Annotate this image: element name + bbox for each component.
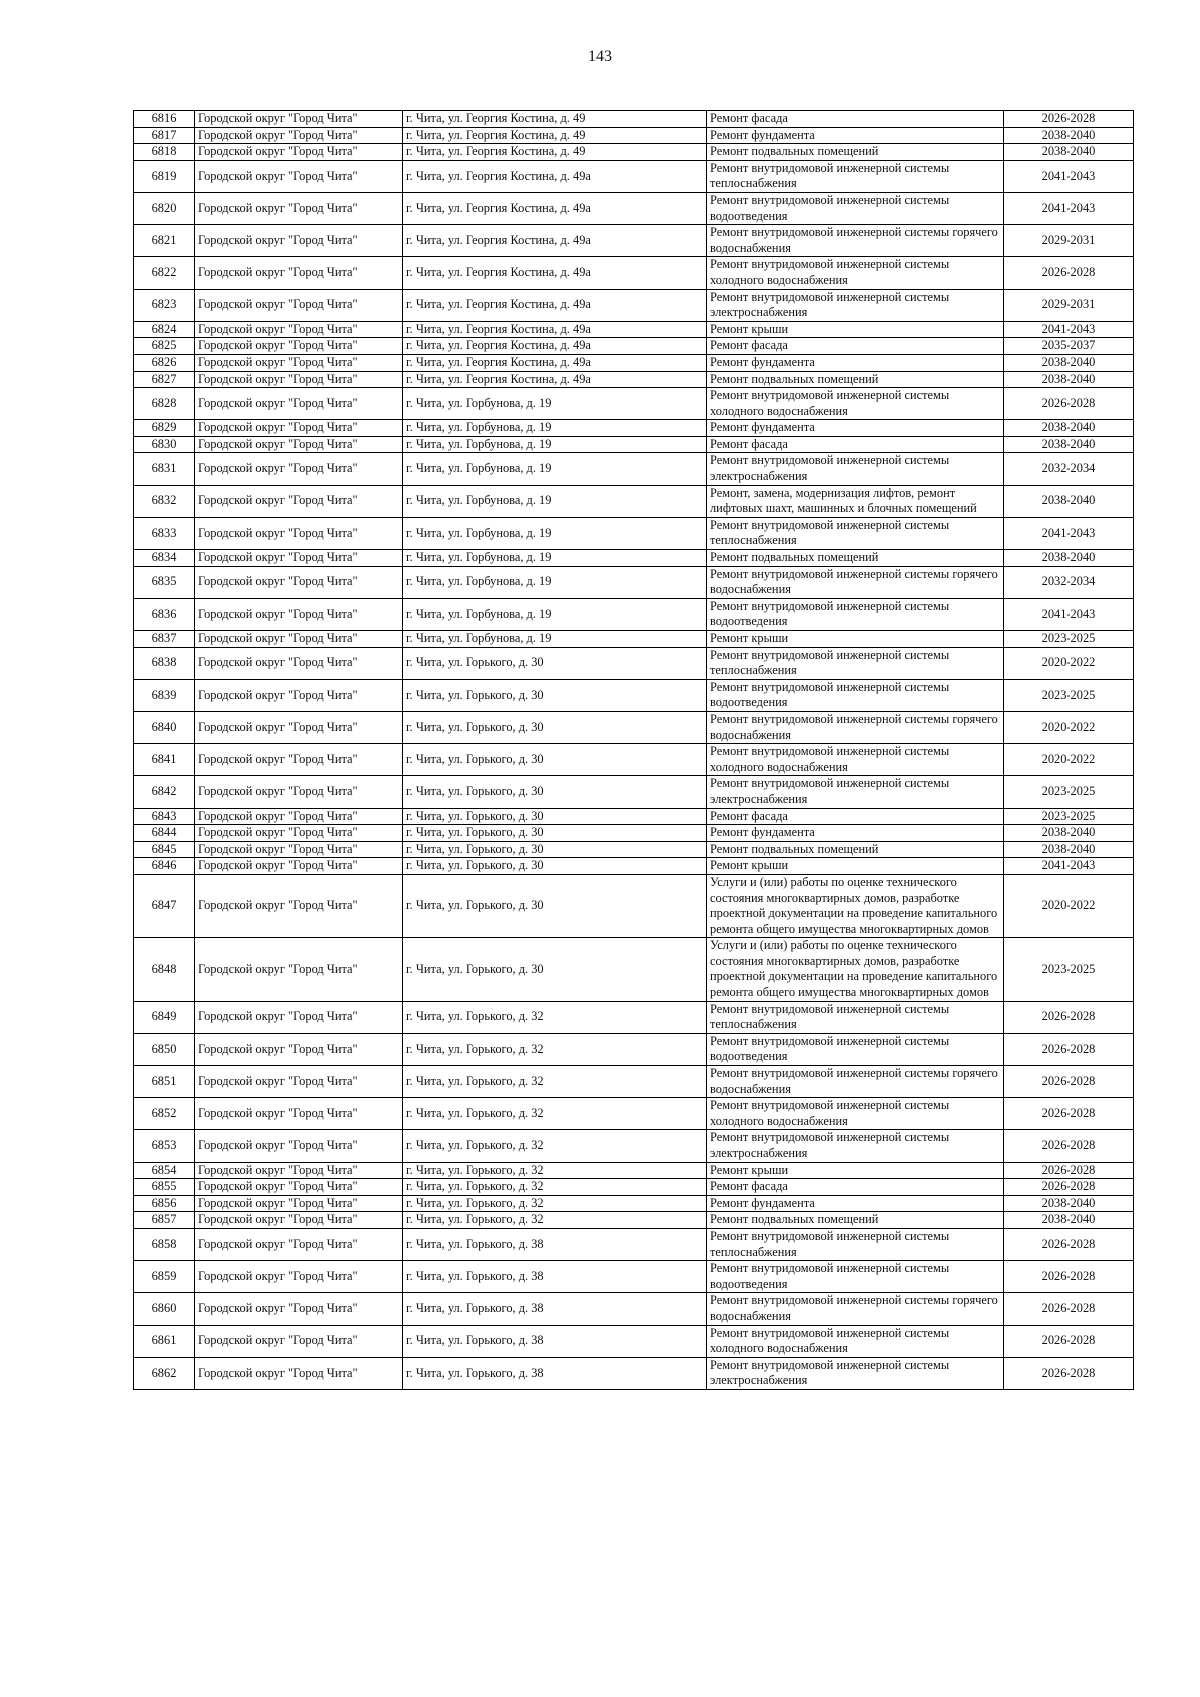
row-number-cell: 6841 [134, 744, 195, 776]
table-row [134, 858, 1134, 875]
address-cell: г. Чита, ул. Горького, д. 30 [403, 825, 707, 842]
work-type-cell: Ремонт внутридомовой инженерной системы горячего водоснабжения [707, 566, 1004, 598]
address-cell: г. Чита, ул. Георгия Костина, д. 49а [403, 338, 707, 355]
work-type-cell: Ремонт крыши [707, 858, 1004, 875]
period-cell: 2038-2040 [1004, 1195, 1134, 1212]
work-type-cell: Ремонт подвальных помещений [707, 144, 1004, 161]
municipality-cell: Городской округ "Город Чита" [195, 1179, 403, 1196]
municipality-cell: Городской округ "Город Чита" [195, 647, 403, 679]
work-type-cell: Ремонт, замена, модернизация лифтов, ремонт лифтовых шахт, машинных и блочных помещений [707, 485, 1004, 517]
row-number-cell: 6857 [134, 1212, 195, 1229]
table-row [134, 776, 1134, 808]
period-cell: 2026-2028 [1004, 1357, 1134, 1389]
address-cell: г. Чита, ул. Георгия Костина, д. 49а [403, 321, 707, 338]
work-type-cell: Ремонт фундамента [707, 354, 1004, 371]
address-cell: г. Чита, ул. Горького, д. 32 [403, 1130, 707, 1162]
address-cell: г. Чита, ул. Георгия Костина, д. 49а [403, 371, 707, 388]
address-cell: г. Чита, ул. Горбунова, д. 19 [403, 631, 707, 648]
municipality-cell: Городской округ "Город Чита" [195, 517, 403, 549]
work-type-cell: Ремонт крыши [707, 321, 1004, 338]
municipality-cell: Городской округ "Город Чита" [195, 938, 403, 1001]
work-type-cell: Ремонт внутридомовой инженерной системы теплоснабжения [707, 160, 1004, 192]
period-cell: 2038-2040 [1004, 550, 1134, 567]
municipality-cell: Городской округ "Город Чита" [195, 598, 403, 630]
row-number-cell: 6840 [134, 711, 195, 743]
address-cell: г. Чита, ул. Георгия Костина, д. 49а [403, 192, 707, 224]
work-type-cell: Ремонт внутридомовой инженерной системы водоотведения [707, 679, 1004, 711]
work-type-cell: Ремонт внутридомовой инженерной системы холодного водоснабжения [707, 1098, 1004, 1130]
row-number-cell: 6820 [134, 192, 195, 224]
municipality-cell: Городской округ "Город Чита" [195, 338, 403, 355]
work-type-cell: Ремонт подвальных помещений [707, 1212, 1004, 1229]
address-cell: г. Чита, ул. Горбунова, д. 19 [403, 566, 707, 598]
municipality-cell: Городской округ "Город Чита" [195, 420, 403, 437]
municipality-cell: Городской округ "Город Чита" [195, 160, 403, 192]
work-type-cell: Ремонт фасада [707, 436, 1004, 453]
work-type-cell: Услуги и (или) работы по оценке технического состояния многоквартирных домов, разработке проектной документации на проведение капитального ремонта общего имущества многоквартирных домов [707, 874, 1004, 937]
period-cell: 2041-2043 [1004, 858, 1134, 875]
period-cell: 2026-2028 [1004, 388, 1134, 420]
table-row [134, 1001, 1134, 1033]
municipality-cell: Городской округ "Город Чита" [195, 1212, 403, 1229]
row-number-cell: 6842 [134, 776, 195, 808]
period-cell: 2020-2022 [1004, 874, 1134, 937]
municipality-cell: Городской округ "Город Чита" [195, 744, 403, 776]
work-type-cell: Ремонт фасада [707, 111, 1004, 128]
work-type-cell: Ремонт крыши [707, 631, 1004, 648]
municipality-cell: Городской округ "Город Чита" [195, 127, 403, 144]
table-row [134, 192, 1134, 224]
table-row [134, 566, 1134, 598]
row-number-cell: 6831 [134, 453, 195, 485]
period-cell: 2026-2028 [1004, 1325, 1134, 1357]
work-type-cell: Ремонт внутридомовой инженерной системы холодного водоснабжения [707, 1325, 1004, 1357]
period-cell: 2020-2022 [1004, 647, 1134, 679]
period-cell: 2038-2040 [1004, 841, 1134, 858]
table-body [134, 111, 1134, 1390]
table-row [134, 225, 1134, 257]
table-row [134, 550, 1134, 567]
row-number-cell: 6828 [134, 388, 195, 420]
row-number-cell: 6849 [134, 1001, 195, 1033]
address-cell: г. Чита, ул. Георгия Костина, д. 49а [403, 225, 707, 257]
period-cell: 2026-2028 [1004, 1228, 1134, 1260]
table-row [134, 144, 1134, 161]
address-cell: г. Чита, ул. Горького, д. 30 [403, 776, 707, 808]
address-cell: г. Чита, ул. Горького, д. 32 [403, 1066, 707, 1098]
address-cell: г. Чита, ул. Горбунова, д. 19 [403, 550, 707, 567]
row-number-cell: 6839 [134, 679, 195, 711]
work-type-cell: Ремонт внутридомовой инженерной системы горячего водоснабжения [707, 225, 1004, 257]
period-cell: 2023-2025 [1004, 679, 1134, 711]
table-row [134, 1325, 1134, 1357]
table-row [134, 1195, 1134, 1212]
address-cell: г. Чита, ул. Горбунова, д. 19 [403, 436, 707, 453]
municipality-cell: Городской округ "Город Чита" [195, 388, 403, 420]
period-cell: 2038-2040 [1004, 825, 1134, 842]
table-row [134, 436, 1134, 453]
period-cell: 2038-2040 [1004, 436, 1134, 453]
row-number-cell: 6854 [134, 1162, 195, 1179]
address-cell: г. Чита, ул. Горького, д. 32 [403, 1212, 707, 1229]
municipality-cell: Городской округ "Город Чита" [195, 1001, 403, 1033]
page-number: 143 [588, 48, 612, 65]
row-number-cell: 6859 [134, 1261, 195, 1293]
period-cell: 2026-2028 [1004, 1293, 1134, 1325]
work-type-cell: Ремонт внутридомовой инженерной системы водоотведения [707, 1261, 1004, 1293]
row-number-cell: 6850 [134, 1033, 195, 1065]
address-cell: г. Чита, ул. Горбунова, д. 19 [403, 420, 707, 437]
work-type-cell: Ремонт фасада [707, 338, 1004, 355]
work-type-cell: Ремонт внутридомовой инженерной системы теплоснабжения [707, 647, 1004, 679]
table-row [134, 420, 1134, 437]
address-cell: г. Чита, ул. Горького, д. 30 [403, 808, 707, 825]
address-cell: г. Чита, ул. Георгия Костина, д. 49а [403, 354, 707, 371]
row-number-cell: 6847 [134, 874, 195, 937]
address-cell: г. Чита, ул. Горького, д. 32 [403, 1162, 707, 1179]
address-cell: г. Чита, ул. Горького, д. 38 [403, 1357, 707, 1389]
period-cell: 2026-2028 [1004, 1162, 1134, 1179]
address-cell: г. Чита, ул. Георгия Костина, д. 49 [403, 144, 707, 161]
row-number-cell: 6837 [134, 631, 195, 648]
row-number-cell: 6817 [134, 127, 195, 144]
period-cell: 2038-2040 [1004, 127, 1134, 144]
address-cell: г. Чита, ул. Горького, д. 30 [403, 841, 707, 858]
work-type-cell: Ремонт внутридомовой инженерной системы холодного водоснабжения [707, 388, 1004, 420]
work-type-cell: Ремонт внутридомовой инженерной системы теплоснабжения [707, 1001, 1004, 1033]
work-type-cell: Ремонт внутридомовой инженерной системы теплоснабжения [707, 517, 1004, 549]
period-cell: 2041-2043 [1004, 192, 1134, 224]
municipality-cell: Городской округ "Город Чита" [195, 371, 403, 388]
municipality-cell: Городской округ "Город Чита" [195, 436, 403, 453]
municipality-cell: Городской округ "Город Чита" [195, 1195, 403, 1212]
table-row [134, 127, 1134, 144]
table-row [134, 160, 1134, 192]
municipality-cell: Городской округ "Город Чита" [195, 1066, 403, 1098]
municipality-cell: Городской округ "Город Чита" [195, 257, 403, 289]
period-cell: 2026-2028 [1004, 1066, 1134, 1098]
period-cell: 2026-2028 [1004, 1033, 1134, 1065]
row-number-cell: 6846 [134, 858, 195, 875]
address-cell: г. Чита, ул. Горького, д. 30 [403, 679, 707, 711]
table-row [134, 485, 1134, 517]
address-cell: г. Чита, ул. Горького, д. 30 [403, 938, 707, 1001]
work-type-cell: Ремонт подвальных помещений [707, 841, 1004, 858]
address-cell: г. Чита, ул. Горбунова, д. 19 [403, 517, 707, 549]
row-number-cell: 6834 [134, 550, 195, 567]
period-cell: 2038-2040 [1004, 1212, 1134, 1229]
row-number-cell: 6852 [134, 1098, 195, 1130]
work-type-cell: Ремонт фасада [707, 808, 1004, 825]
municipality-cell: Городской округ "Город Чита" [195, 354, 403, 371]
work-type-cell: Ремонт фундамента [707, 127, 1004, 144]
table-row [134, 1098, 1134, 1130]
work-type-cell: Ремонт подвальных помещений [707, 371, 1004, 388]
table-row [134, 841, 1134, 858]
row-number-cell: 6826 [134, 354, 195, 371]
row-number-cell: 6816 [134, 111, 195, 128]
period-cell: 2020-2022 [1004, 744, 1134, 776]
table-row [134, 338, 1134, 355]
work-type-cell: Ремонт внутридомовой инженерной системы водоотведения [707, 1033, 1004, 1065]
table-row [134, 1357, 1134, 1389]
work-type-cell: Ремонт внутридомовой инженерной системы электроснабжения [707, 453, 1004, 485]
period-cell: 2035-2037 [1004, 338, 1134, 355]
municipality-cell: Городской округ "Город Чита" [195, 566, 403, 598]
table-row [134, 1162, 1134, 1179]
address-cell: г. Чита, ул. Горького, д. 32 [403, 1098, 707, 1130]
municipality-cell: Городской округ "Город Чита" [195, 485, 403, 517]
municipality-cell: Городской округ "Город Чита" [195, 289, 403, 321]
period-cell: 2026-2028 [1004, 257, 1134, 289]
table-row [134, 388, 1134, 420]
table-row [134, 1066, 1134, 1098]
row-number-cell: 6832 [134, 485, 195, 517]
municipality-cell: Городской округ "Город Чита" [195, 776, 403, 808]
row-number-cell: 6845 [134, 841, 195, 858]
work-type-cell: Ремонт фасада [707, 1179, 1004, 1196]
period-cell: 2038-2040 [1004, 354, 1134, 371]
work-type-cell: Ремонт внутридомовой инженерной системы горячего водоснабжения [707, 711, 1004, 743]
period-cell: 2026-2028 [1004, 1130, 1134, 1162]
row-number-cell: 6858 [134, 1228, 195, 1260]
row-number-cell: 6833 [134, 517, 195, 549]
address-cell: г. Чита, ул. Горького, д. 38 [403, 1325, 707, 1357]
address-cell: г. Чита, ул. Горбунова, д. 19 [403, 453, 707, 485]
period-cell: 2023-2025 [1004, 631, 1134, 648]
period-cell: 2041-2043 [1004, 160, 1134, 192]
table-row [134, 631, 1134, 648]
table-row [134, 354, 1134, 371]
address-cell: г. Чита, ул. Горького, д. 38 [403, 1228, 707, 1260]
table-row [134, 825, 1134, 842]
municipality-cell: Городской округ "Город Чита" [195, 144, 403, 161]
period-cell: 2026-2028 [1004, 1001, 1134, 1033]
work-type-cell: Ремонт подвальных помещений [707, 550, 1004, 567]
period-cell: 2023-2025 [1004, 938, 1134, 1001]
work-type-cell: Ремонт внутридомовой инженерной системы горячего водоснабжения [707, 1066, 1004, 1098]
row-number-cell: 6856 [134, 1195, 195, 1212]
capital-repair-table [133, 110, 1134, 1390]
table-row [134, 111, 1134, 128]
period-cell: 2032-2034 [1004, 566, 1134, 598]
municipality-cell: Городской округ "Город Чита" [195, 1033, 403, 1065]
work-type-cell: Ремонт внутридомовой инженерной системы холодного водоснабжения [707, 744, 1004, 776]
row-number-cell: 6819 [134, 160, 195, 192]
period-cell: 2041-2043 [1004, 598, 1134, 630]
period-cell: 2026-2028 [1004, 111, 1134, 128]
table-row [134, 1130, 1134, 1162]
table-row [134, 289, 1134, 321]
work-type-cell: Ремонт фундамента [707, 825, 1004, 842]
municipality-cell: Городской округ "Город Чита" [195, 841, 403, 858]
table-row [134, 1293, 1134, 1325]
municipality-cell: Городской округ "Город Чита" [195, 825, 403, 842]
period-cell: 2041-2043 [1004, 517, 1134, 549]
municipality-cell: Городской округ "Город Чита" [195, 711, 403, 743]
work-type-cell: Ремонт внутридомовой инженерной системы горячего водоснабжения [707, 1293, 1004, 1325]
table-row [134, 711, 1134, 743]
municipality-cell: Городской округ "Город Чита" [195, 858, 403, 875]
period-cell: 2029-2031 [1004, 225, 1134, 257]
period-cell: 2023-2025 [1004, 808, 1134, 825]
address-cell: г. Чита, ул. Горбунова, д. 19 [403, 598, 707, 630]
table-row [134, 938, 1134, 1001]
municipality-cell: Городской округ "Город Чита" [195, 808, 403, 825]
address-cell: г. Чита, ул. Георгия Костина, д. 49 [403, 111, 707, 128]
table-row [134, 1228, 1134, 1260]
municipality-cell: Городской округ "Город Чита" [195, 1130, 403, 1162]
period-cell: 2020-2022 [1004, 711, 1134, 743]
row-number-cell: 6844 [134, 825, 195, 842]
row-number-cell: 6822 [134, 257, 195, 289]
municipality-cell: Городской округ "Город Чита" [195, 1357, 403, 1389]
period-cell: 2026-2028 [1004, 1098, 1134, 1130]
row-number-cell: 6836 [134, 598, 195, 630]
address-cell: г. Чита, ул. Георгия Костина, д. 49а [403, 257, 707, 289]
row-number-cell: 6825 [134, 338, 195, 355]
row-number-cell: 6862 [134, 1357, 195, 1389]
address-cell: г. Чита, ул. Горького, д. 30 [403, 711, 707, 743]
row-number-cell: 6843 [134, 808, 195, 825]
table-row [134, 517, 1134, 549]
table-row [134, 874, 1134, 937]
row-number-cell: 6829 [134, 420, 195, 437]
work-type-cell: Ремонт фундамента [707, 1195, 1004, 1212]
row-number-cell: 6853 [134, 1130, 195, 1162]
work-type-cell: Ремонт внутридомовой инженерной системы электроснабжения [707, 289, 1004, 321]
table-row [134, 1212, 1134, 1229]
municipality-cell: Городской округ "Город Чита" [195, 679, 403, 711]
row-number-cell: 6860 [134, 1293, 195, 1325]
address-cell: г. Чита, ул. Горького, д. 32 [403, 1195, 707, 1212]
municipality-cell: Городской округ "Город Чита" [195, 192, 403, 224]
municipality-cell: Городской округ "Город Чита" [195, 874, 403, 937]
address-cell: г. Чита, ул. Горького, д. 30 [403, 874, 707, 937]
period-cell: 2038-2040 [1004, 420, 1134, 437]
work-type-cell: Ремонт внутридомовой инженерной системы водоотведения [707, 598, 1004, 630]
work-type-cell: Ремонт внутридомовой инженерной системы теплоснабжения [707, 1228, 1004, 1260]
table-row [134, 679, 1134, 711]
work-type-cell: Ремонт внутридомовой инженерной системы холодного водоснабжения [707, 257, 1004, 289]
period-cell: 2038-2040 [1004, 371, 1134, 388]
period-cell: 2032-2034 [1004, 453, 1134, 485]
work-type-cell: Ремонт фундамента [707, 420, 1004, 437]
row-number-cell: 6830 [134, 436, 195, 453]
work-type-cell: Ремонт крыши [707, 1162, 1004, 1179]
address-cell: г. Чита, ул. Горбунова, д. 19 [403, 485, 707, 517]
table-row [134, 1179, 1134, 1196]
municipality-cell: Городской округ "Город Чита" [195, 1325, 403, 1357]
address-cell: г. Чита, ул. Георгия Костина, д. 49 [403, 127, 707, 144]
table-row [134, 1261, 1134, 1293]
table-row [134, 598, 1134, 630]
address-cell: г. Чита, ул. Горбунова, д. 19 [403, 388, 707, 420]
municipality-cell: Городской округ "Город Чита" [195, 1162, 403, 1179]
municipality-cell: Городской округ "Город Чита" [195, 453, 403, 485]
municipality-cell: Городской округ "Город Чита" [195, 1293, 403, 1325]
period-cell: 2038-2040 [1004, 144, 1134, 161]
row-number-cell: 6855 [134, 1179, 195, 1196]
work-type-cell: Услуги и (или) работы по оценке технического состояния многоквартирных домов, разработке проектной документации на проведение капитального ремонта общего имущества многоквартирных домов [707, 938, 1004, 1001]
municipality-cell: Городской округ "Город Чита" [195, 321, 403, 338]
address-cell: г. Чита, ул. Горького, д. 30 [403, 858, 707, 875]
address-cell: г. Чита, ул. Горького, д. 30 [403, 647, 707, 679]
work-type-cell: Ремонт внутридомовой инженерной системы водоотведения [707, 192, 1004, 224]
municipality-cell: Городской округ "Город Чита" [195, 1098, 403, 1130]
period-cell: 2026-2028 [1004, 1179, 1134, 1196]
work-type-cell: Ремонт внутридомовой инженерной системы электроснабжения [707, 1357, 1004, 1389]
municipality-cell: Городской округ "Город Чита" [195, 1261, 403, 1293]
municipality-cell: Городской округ "Город Чита" [195, 631, 403, 648]
period-cell: 2029-2031 [1004, 289, 1134, 321]
row-number-cell: 6838 [134, 647, 195, 679]
period-cell: 2038-2040 [1004, 485, 1134, 517]
period-cell: 2023-2025 [1004, 776, 1134, 808]
row-number-cell: 6824 [134, 321, 195, 338]
row-number-cell: 6821 [134, 225, 195, 257]
work-type-cell: Ремонт внутридомовой инженерной системы электроснабжения [707, 1130, 1004, 1162]
address-cell: г. Чита, ул. Горького, д. 38 [403, 1261, 707, 1293]
period-cell: 2026-2028 [1004, 1261, 1134, 1293]
table-row [134, 647, 1134, 679]
row-number-cell: 6861 [134, 1325, 195, 1357]
row-number-cell: 6848 [134, 938, 195, 1001]
period-cell: 2041-2043 [1004, 321, 1134, 338]
row-number-cell: 6851 [134, 1066, 195, 1098]
municipality-cell: Городской округ "Город Чита" [195, 111, 403, 128]
table-row [134, 257, 1134, 289]
row-number-cell: 6835 [134, 566, 195, 598]
table-row [134, 744, 1134, 776]
row-number-cell: 6827 [134, 371, 195, 388]
table-row [134, 808, 1134, 825]
address-cell: г. Чита, ул. Георгия Костина, д. 49а [403, 160, 707, 192]
municipality-cell: Городской округ "Город Чита" [195, 1228, 403, 1260]
municipality-cell: Городской округ "Город Чита" [195, 225, 403, 257]
address-cell: г. Чита, ул. Горького, д. 32 [403, 1033, 707, 1065]
table-row [134, 453, 1134, 485]
address-cell: г. Чита, ул. Горького, д. 38 [403, 1293, 707, 1325]
municipality-cell: Городской округ "Город Чита" [195, 550, 403, 567]
address-cell: г. Чита, ул. Георгия Костина, д. 49а [403, 289, 707, 321]
address-cell: г. Чита, ул. Горького, д. 32 [403, 1179, 707, 1196]
row-number-cell: 6823 [134, 289, 195, 321]
address-cell: г. Чита, ул. Горького, д. 30 [403, 744, 707, 776]
table-row [134, 371, 1134, 388]
address-cell: г. Чита, ул. Горького, д. 32 [403, 1001, 707, 1033]
work-type-cell: Ремонт внутридомовой инженерной системы электроснабжения [707, 776, 1004, 808]
row-number-cell: 6818 [134, 144, 195, 161]
table-row [134, 321, 1134, 338]
table-row [134, 1033, 1134, 1065]
